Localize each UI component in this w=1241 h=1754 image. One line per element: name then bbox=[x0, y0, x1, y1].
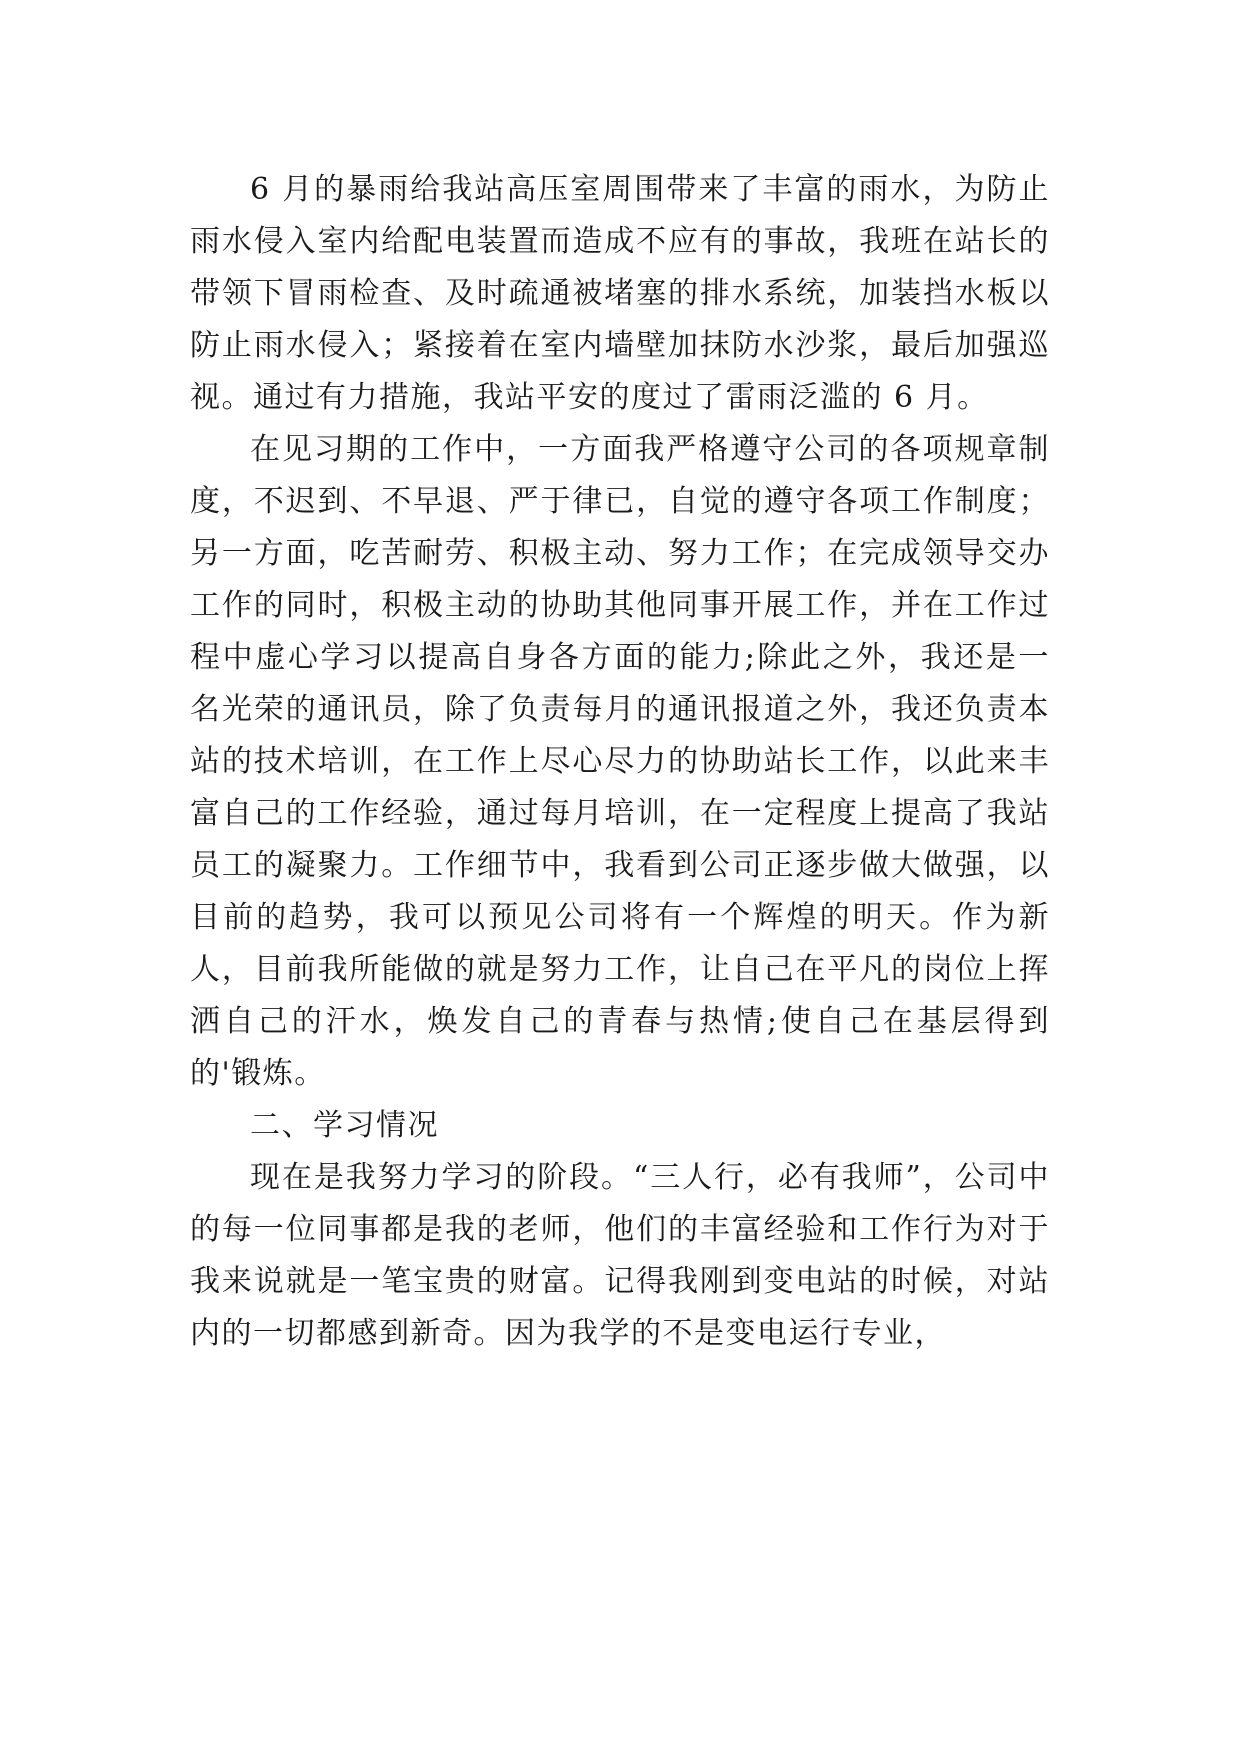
section-heading-study: 二、学习情况 bbox=[250, 1108, 439, 1143]
paragraph-internship-work: 在见习期的工作中，一方面我严格遵守公司的各项规章制度，不迟到、不早退、严于律已，自觉的遵守各项工作制度；另一方面，吃苦耐劳、积极主动、努力工作；在完成领导交办工作的同时，积极主动的协助其他同事开展工作，并在工作过程中虚心学习以提高自身各方面的能力;除此之外，我还是一名光荣的通讯员，除了负责每月的通讯报道之外，我还负责本站的技术培训，在工作上尽心尽力的协助站长工作，以此来丰富自己的工作经验，通过每月培训，在一定程度上提高了我站员工的凝聚力。工作细节中，我看到公司正逐步做大做强，以目前的趋势，我可以预见公司将有一个辉煌的明天。作为新人，目前我所能做的就是努力工作，让自己在平凡的岗位上挥洒自己的汗水，焕发自己的青春与热情;使自己在基层得到的'锻炼。 bbox=[190, 432, 1050, 1091]
paragraph-rainstorm: 6 月的暴雨给我站高压室周围带来了丰富的雨水，为防止雨水侵入室内给配电装置而造成不应有的事故，我班在站长的带领下冒雨检查、及时疏通被堵塞的排水系统，加装挡水板以防止雨水侵入；紧接着在室内墙壁加抹防水沙浆，最后加强巡视。通过有力措施，我站平安的度过了雷雨泛滥的 6 月。 bbox=[190, 172, 1050, 415]
document-body bbox=[190, 164, 1050, 1360]
paragraph-study: 现在是我努力学习的阶段。“三人行，必有我师”，公司中的每一位同事都是我的老师，他们的丰富经验和工作行为对于我来说就是一笔宝贵的财富。记得我刚到变电站的时候，对站内的一切都感到新奇。因为我学的不是变电运行专业， bbox=[190, 1160, 1050, 1351]
